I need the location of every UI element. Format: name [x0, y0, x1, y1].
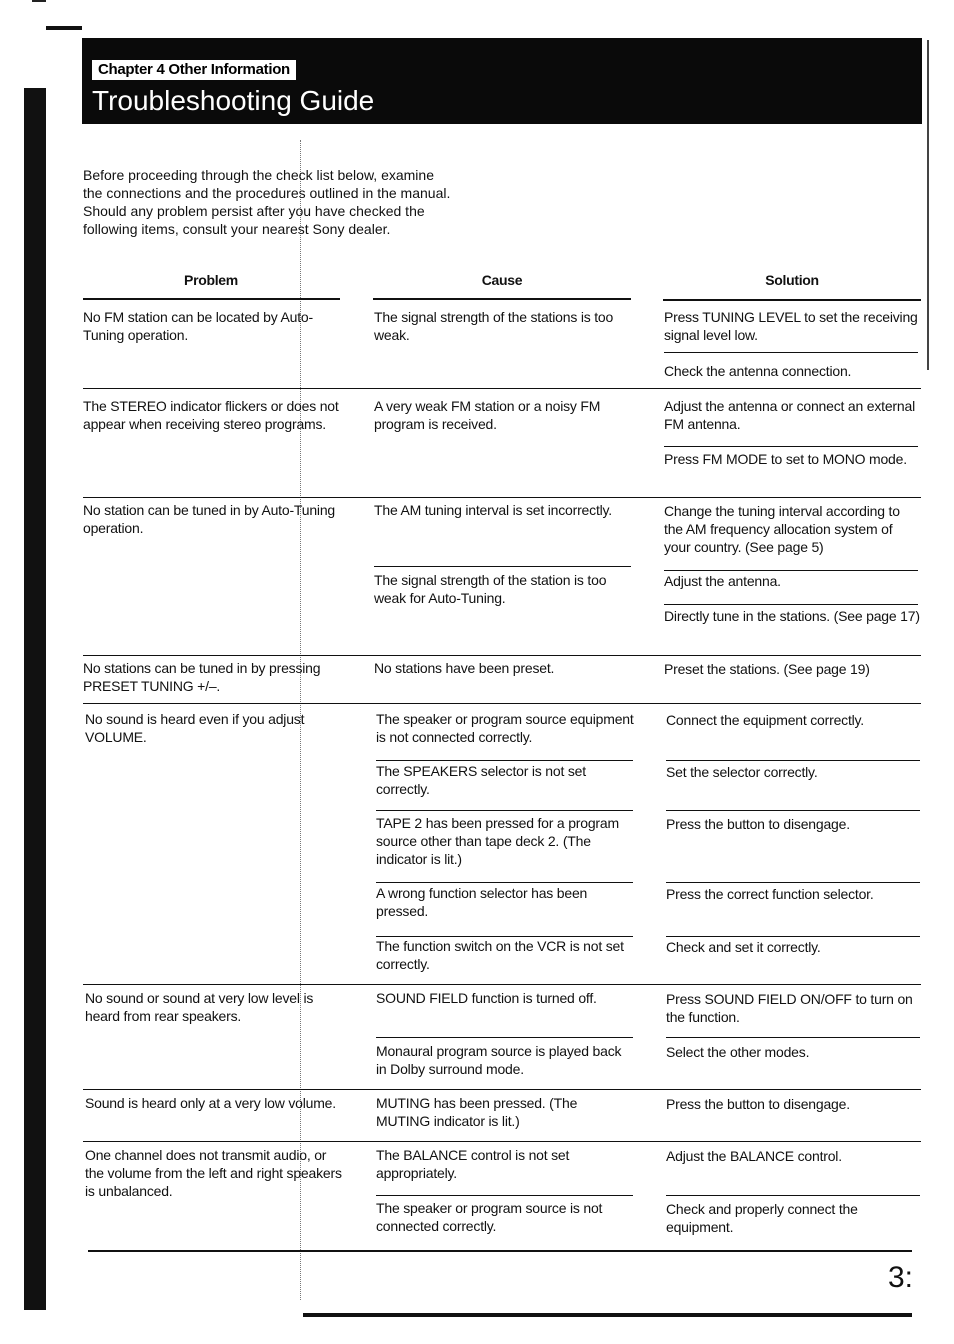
problem-text: No FM station can be located by Auto-Tuning operation.	[83, 309, 313, 343]
problem-text: No sound or sound at very low level is heard from rear speakers.	[85, 990, 314, 1024]
scan-mark	[32, 0, 46, 2]
solution-text: Press TUNING LEVEL to set the receiving signal level low.	[664, 309, 918, 343]
solution-text: Change the tuning interval according to the AM frequency allocation system of your country. (See page 5)	[664, 503, 900, 555]
solution-text: Set the selector correctly.	[666, 764, 818, 780]
column-header-problem: Problem	[184, 272, 238, 288]
cause-text: A wrong function selector has been pressed.	[376, 885, 588, 919]
row-divider	[83, 703, 921, 704]
cause-divider	[376, 1195, 633, 1196]
problem-text: No stations can be tuned in by pressing PRESET TUNING +/–.	[83, 660, 321, 694]
solution-text: Directly tune in the stations. (See page 17)	[664, 608, 920, 624]
page-edge-bar	[24, 88, 46, 1310]
cause-text: The SPEAKERS selector is not set correctly.	[376, 763, 586, 797]
problem-text: Sound is heard only at a very low volume.	[85, 1095, 336, 1111]
solution-text: Press the button to disengage.	[666, 1096, 850, 1112]
column-header-rule	[663, 299, 921, 301]
cause-text: MUTING has been pressed. (The MUTING indicator is lit.)	[376, 1095, 578, 1129]
column-header-cause: Cause	[481, 272, 523, 288]
cause-text: The signal strength of the stations is too weak.	[374, 309, 614, 343]
page-number: 3:	[888, 1261, 914, 1294]
solution-divider	[666, 936, 920, 937]
cause-text: Monaural program source is played back in Dolby surround mode.	[376, 1043, 622, 1077]
solution-divider	[666, 1037, 920, 1038]
cause-text: The AM tuning interval is set incorrectly.	[374, 502, 612, 518]
solution-text: Press FM MODE to set to MONO mode.	[664, 451, 907, 467]
scan-mark	[46, 26, 82, 30]
row-divider	[83, 1141, 921, 1142]
solution-text: Adjust the BALANCE control.	[666, 1148, 842, 1164]
cause-text: A very weak FM station or a noisy FM program is received.	[374, 398, 601, 432]
problem-text: No sound is heard even if you adjust VOLUME.	[85, 711, 305, 745]
cause-text: TAPE 2 has been pressed for a program source other than tape deck 2. (The indicator is lit.)	[376, 815, 619, 867]
row-divider	[83, 655, 921, 656]
solution-divider	[666, 882, 920, 883]
solution-divider	[666, 1195, 920, 1196]
cause-divider	[374, 566, 631, 567]
row-divider	[83, 388, 921, 389]
page-title: Troubleshooting Guide	[92, 85, 375, 116]
cause-text: The speaker or program source equipment is not connected correctly.	[376, 711, 634, 745]
cause-text: The function switch on the VCR is not set correctly.	[376, 938, 624, 972]
problem-text: One channel does not transmit audio, or the volume from the left and right speakers is unbalanced.	[85, 1147, 342, 1199]
cause-divider	[376, 810, 633, 811]
row-divider	[83, 497, 921, 498]
solution-text: Adjust the antenna or connect an external FM antenna.	[664, 398, 915, 432]
solution-text: Check and properly connect the equipment.	[666, 1201, 858, 1235]
column-header-solution: Solution	[765, 272, 819, 288]
cause-text: The signal strength of the station is too weak for Auto-Tuning.	[374, 572, 607, 606]
solution-text: Press SOUND FIELD ON/OFF to turn on the function.	[666, 991, 913, 1025]
cause-divider	[376, 760, 633, 761]
problem-text: No station can be tuned in by Auto-Tuning operation.	[83, 502, 336, 536]
cause-divider	[376, 936, 633, 937]
chapter-label: Chapter 4 Other Information	[92, 60, 296, 80]
cause-text: No stations have been preset.	[374, 660, 555, 676]
solution-divider	[664, 604, 918, 605]
solution-text: Press the correct function selector.	[666, 886, 874, 902]
row-divider	[83, 984, 921, 985]
solution-divider	[664, 446, 918, 447]
cause-divider	[376, 1037, 633, 1038]
solution-divider	[664, 570, 918, 571]
solution-text: Preset the stations. (See page 19)	[664, 661, 870, 677]
solution-text: Press the button to disengage.	[666, 816, 850, 832]
solution-text: Select the other modes.	[666, 1044, 810, 1060]
column-header-rule	[373, 298, 631, 300]
column-header-rule	[83, 298, 340, 300]
solution-text: Check the antenna connection.	[664, 363, 852, 379]
cause-divider	[376, 882, 633, 883]
solution-text: Adjust the antenna.	[664, 573, 781, 589]
intro-paragraph: Before proceeding through the check list below, examine the connections and the procedures outlined in the manual. Should any problem persist after you have checked the following items, consult your nearest Sony dealer.	[83, 167, 451, 237]
solution-text: Check and set it correctly.	[666, 939, 821, 955]
table-end-rule	[88, 1250, 912, 1252]
row-divider	[83, 1089, 921, 1090]
bottom-rule	[303, 1313, 912, 1317]
problem-text: The STEREO indicator flickers or does not appear when receiving stereo programs.	[83, 398, 339, 432]
cause-text: SOUND FIELD function is turned off.	[376, 990, 597, 1006]
solution-divider	[666, 810, 920, 811]
cause-text: The BALANCE control is not set appropriately.	[376, 1147, 570, 1181]
cause-text: The speaker or program source is not connected correctly.	[376, 1200, 603, 1234]
solution-text: Connect the equipment correctly.	[666, 712, 865, 728]
solution-divider	[666, 760, 920, 761]
page-edge-line	[927, 40, 929, 370]
solution-divider	[664, 352, 918, 353]
